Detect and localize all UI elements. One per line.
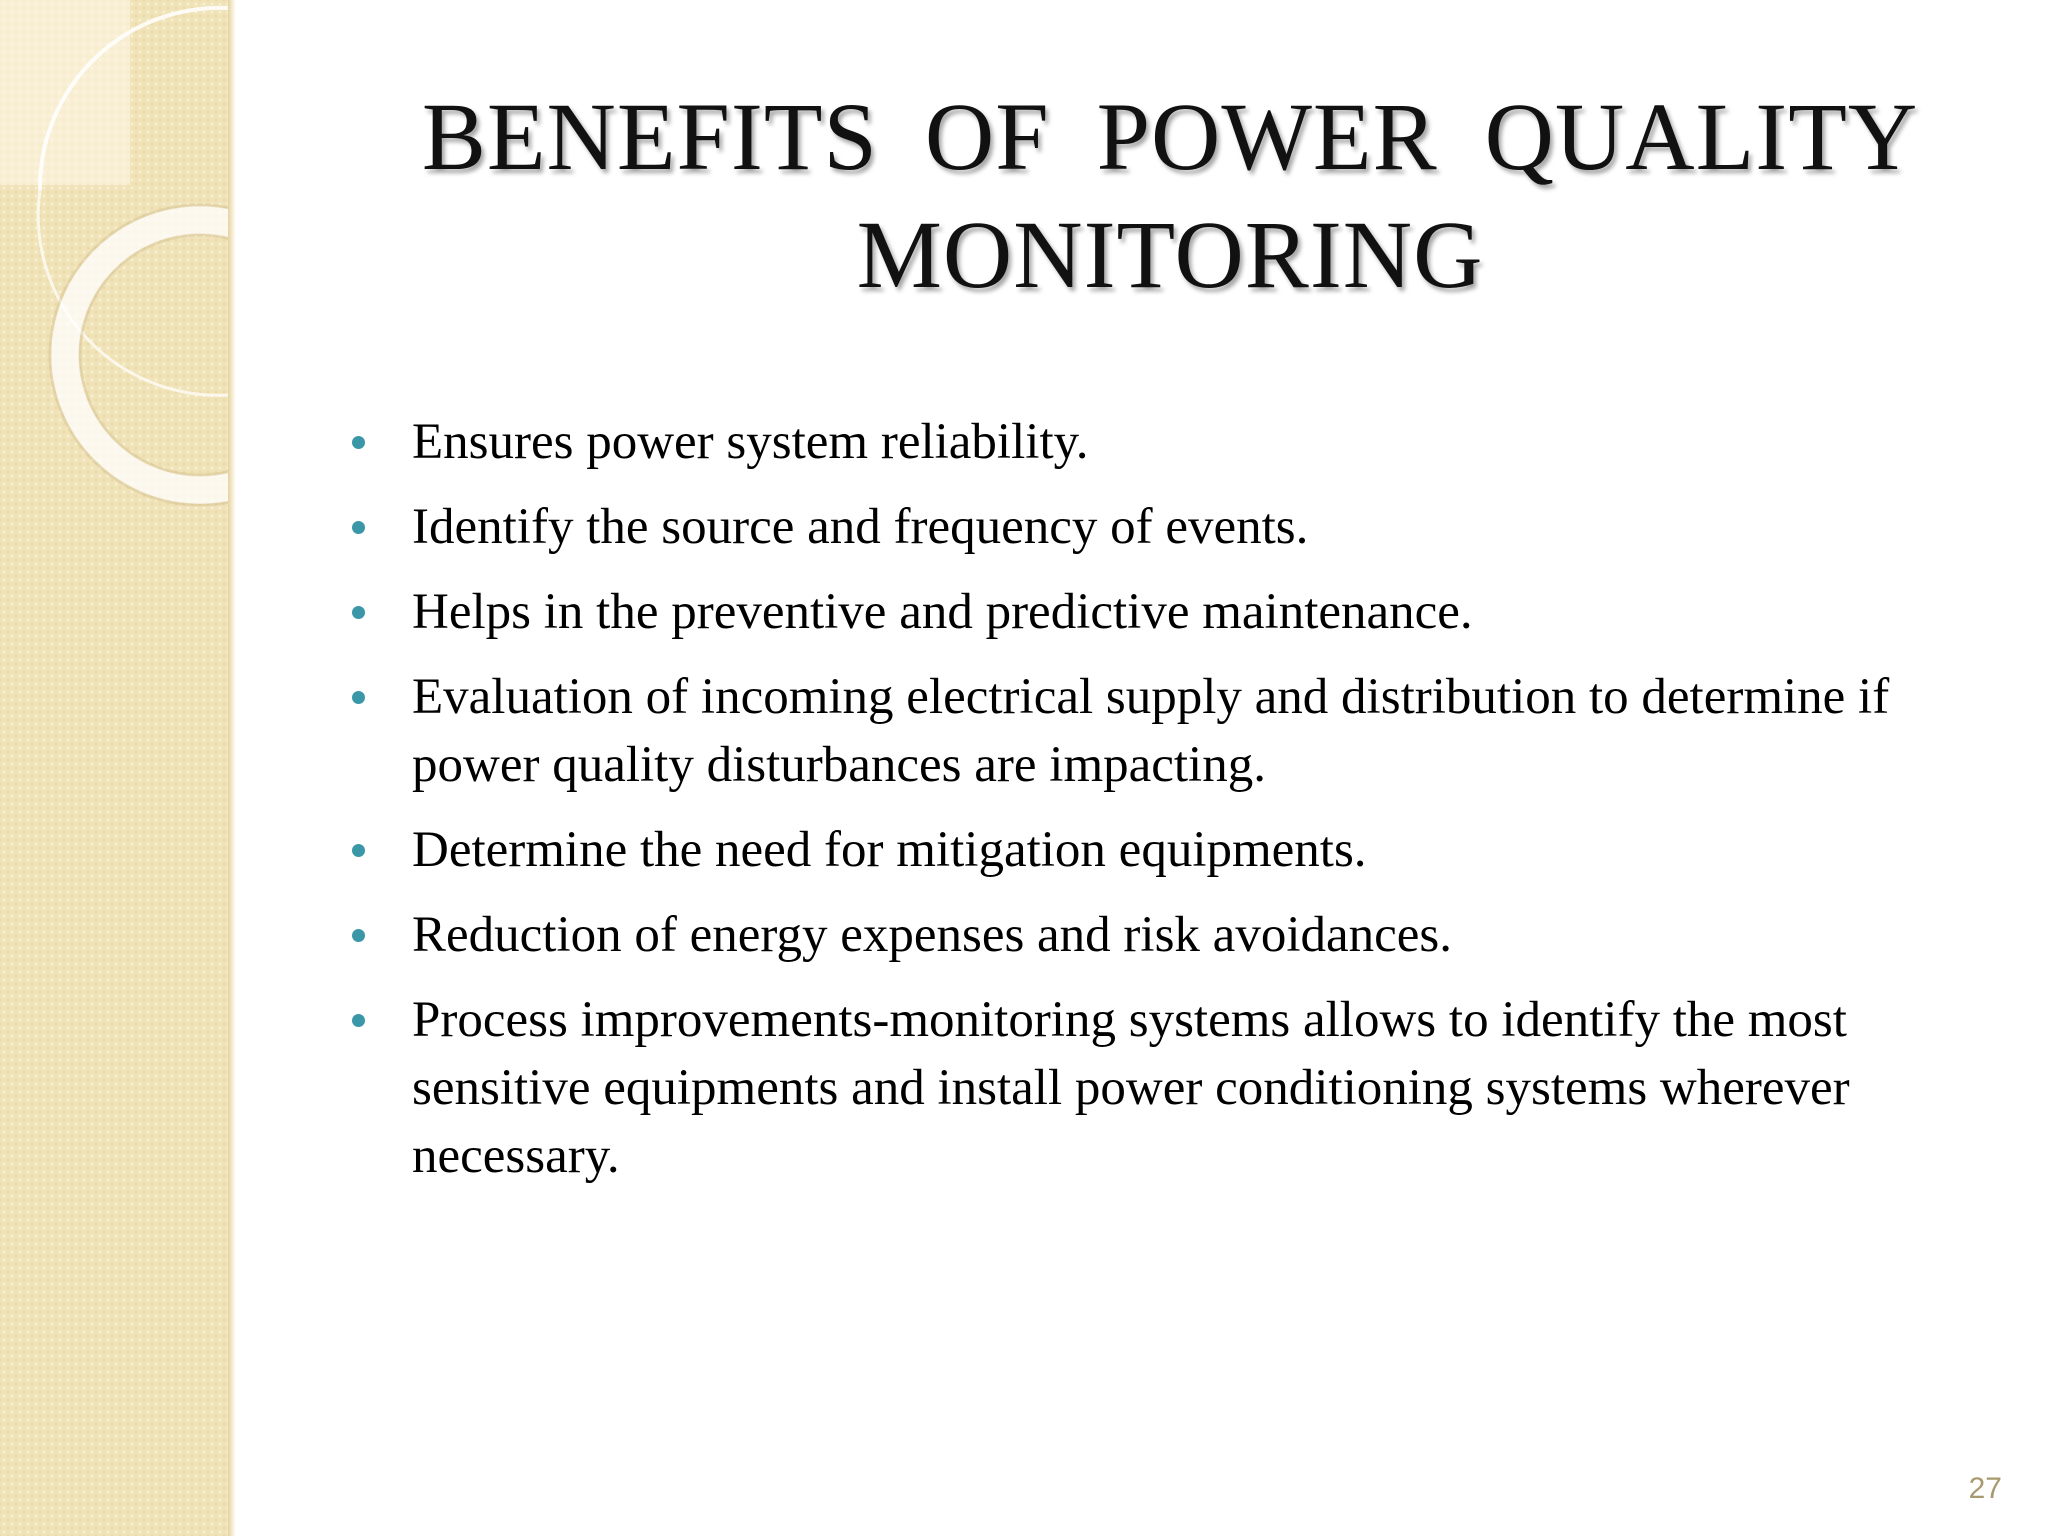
bullet-dot-icon <box>352 929 365 942</box>
bullet-item <box>348 986 1968 1190</box>
bullet-text: Identify the source and frequency of events. <box>412 499 1309 555</box>
page-number: 27 <box>1968 1472 2002 1505</box>
bullet-dot-icon <box>352 844 365 857</box>
bullet-list <box>348 408 1968 1207</box>
bullet-item <box>348 663 1968 799</box>
bullet-text: Determine the need for mitigation equipments. <box>412 822 1367 878</box>
bullet-text: Evaluation of incoming electrical supply and distribution to determine if power quality disturbances are impacting. <box>412 669 1890 793</box>
slide-title-line-1: BENEFITS OF POWER QUALITY <box>421 83 1919 190</box>
bullet-dot-icon <box>352 1014 365 1027</box>
slide-title-line-2: MONITORING <box>856 201 1484 308</box>
bullet-dot-icon <box>352 436 365 449</box>
bullet-text: Ensures power system reliability. <box>412 414 1089 470</box>
bullet-dot-icon <box>352 691 365 704</box>
bullet-item <box>348 493 1968 561</box>
decorative-sidebar <box>0 0 228 1536</box>
bullet-item <box>348 578 1968 646</box>
bullet-text: Helps in the preventive and predictive maintenance. <box>412 584 1473 640</box>
bullet-dot-icon <box>352 521 365 534</box>
circle-rings-decoration <box>0 0 228 1536</box>
bullet-text: Reduction of energy expenses and risk avoidances. <box>412 907 1452 963</box>
bullet-dot-icon <box>352 606 365 619</box>
bullet-item <box>348 816 1968 884</box>
bullet-text: Process improvements-monitoring systems allows to identify the most sensitive equipments and install power conditioning systems wherever necessary. <box>412 992 1850 1184</box>
sidebar-edge <box>228 0 236 1536</box>
bullet-item <box>348 408 1968 476</box>
bullet-item <box>348 901 1968 969</box>
slide-title <box>330 78 2010 314</box>
